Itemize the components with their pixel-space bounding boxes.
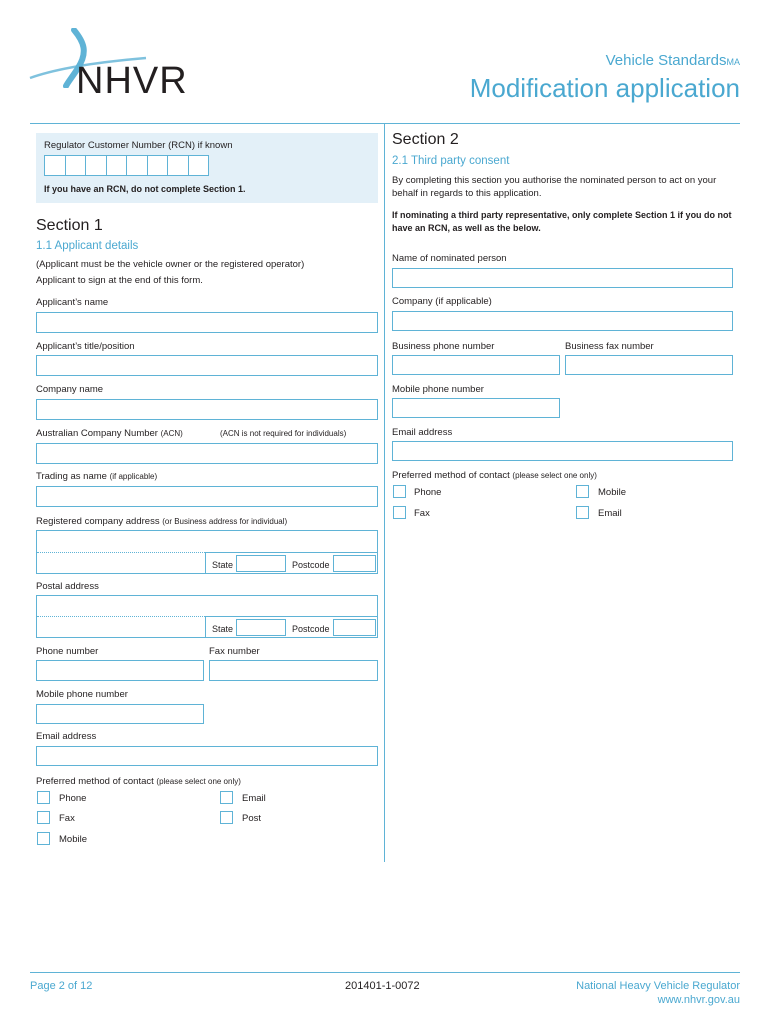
company-name-label: Company name	[36, 384, 104, 395]
s2-email-checkbox[interactable]	[576, 506, 589, 519]
s2-company-field[interactable]	[392, 311, 733, 331]
applicant-title-field[interactable]	[36, 355, 378, 376]
s2-email-field[interactable]	[392, 441, 733, 461]
email-label: Email address	[36, 731, 97, 742]
pref-contact-label: Preferred method of contact (please select one only)	[36, 776, 241, 787]
page-title: Modification application	[469, 73, 740, 103]
logo-text: NHVR	[76, 60, 188, 102]
reg-postcode-label: Postcode	[292, 560, 330, 570]
nominated-name-label: Name of nominated person	[392, 253, 507, 264]
section2-intro: By completing this section you authorise the nominated person to act on your behalf in regards to this application.	[392, 175, 717, 199]
s1-fax-label: Fax	[59, 813, 75, 824]
nominated-name-field[interactable]	[392, 268, 733, 288]
reg-address-top-divider	[205, 552, 377, 553]
section2-title: Section 2	[392, 131, 459, 148]
reg-state-label: State	[212, 560, 234, 570]
mobile-label: Mobile phone number	[36, 689, 128, 700]
postal-address-top-divider	[205, 616, 377, 617]
applicant-title-label: Applicant’s title/position	[36, 341, 135, 352]
rcn-input[interactable]	[44, 155, 209, 176]
section2-subtitle: 2.1 Third party consent	[392, 155, 510, 167]
postal-postcode-field[interactable]	[333, 619, 376, 636]
mobile-field[interactable]	[36, 704, 204, 724]
s2-phone-checkbox[interactable]	[393, 485, 406, 498]
acn-field[interactable]	[36, 443, 378, 464]
s2-phone-label: Phone	[414, 487, 442, 498]
s1-fax-checkbox[interactable]	[37, 811, 50, 824]
bus-fax-label: Business fax number	[565, 341, 654, 352]
reg-address-dotline	[37, 552, 205, 553]
postal-state-field[interactable]	[236, 619, 286, 636]
trading-name-label: Trading as name (if applicable)	[36, 471, 158, 482]
reg-state-field[interactable]	[236, 555, 286, 572]
s1-phone-label: Phone	[59, 793, 87, 804]
s2-company-label: Company (if applicable)	[392, 296, 492, 307]
rcn-label: Regulator Customer Number (RCN) if known	[44, 140, 233, 151]
s1-post-checkbox[interactable]	[220, 811, 233, 824]
company-name-field[interactable]	[36, 399, 378, 420]
phone-field[interactable]	[36, 660, 204, 681]
trading-name-field[interactable]	[36, 486, 378, 507]
s2-mobile-label: Mobile phone number	[392, 384, 484, 395]
header-rule	[30, 123, 740, 124]
reg-address-state-divider	[205, 552, 206, 574]
phone-label: Phone number	[36, 646, 99, 657]
footer-form-code: 201401-1-0072	[345, 980, 420, 992]
footer-org: National Heavy Vehicle Regulator	[576, 980, 740, 992]
bus-fax-field[interactable]	[565, 355, 733, 375]
category-label: Vehicle StandardsMA	[605, 52, 740, 69]
section1-intro-1: (Applicant must be the vehicle owner or the registered operator)	[36, 259, 305, 270]
s2-mobile-field[interactable]	[392, 398, 560, 418]
s1-post-label: Post	[242, 813, 262, 824]
section1-subtitle: 1.1 Applicant details	[36, 240, 139, 252]
section1-intro-2: Applicant to sign at the end of this form.	[36, 275, 203, 286]
postal-postcode-label: Postcode	[292, 624, 330, 634]
s2-mobile-checkbox[interactable]	[576, 485, 589, 498]
reg-postcode-field[interactable]	[333, 555, 376, 572]
fax-field[interactable]	[209, 660, 378, 681]
s2-fax-label: Fax	[414, 508, 430, 519]
s2-mobile-label-opt: Mobile	[598, 487, 626, 498]
footer-rule	[30, 972, 740, 973]
s2-email-label: Email address	[392, 427, 453, 438]
s1-mobile-checkbox[interactable]	[37, 832, 50, 845]
postal-state-label: State	[212, 624, 234, 634]
fax-label: Fax number	[209, 646, 260, 657]
footer-page-number: Page 2 of 12	[30, 980, 93, 992]
applicant-name-label: Applicant’s name	[36, 297, 109, 308]
s1-email-label: Email	[242, 793, 266, 804]
s1-email-checkbox[interactable]	[220, 791, 233, 804]
column-divider	[384, 124, 385, 862]
reg-address-label: Registered company address (or Business address for individual)	[36, 516, 288, 527]
rcn-note: If you have an RCN, do not complete Section 1.	[44, 184, 246, 194]
email-field[interactable]	[36, 746, 378, 766]
postal-address-dotline	[37, 616, 205, 617]
acn-note: (ACN is not required for individuals)	[220, 429, 347, 438]
s2-pref-contact-label: Preferred method of contact (please select one only)	[392, 470, 597, 481]
footer-url[interactable]: www.nhvr.gov.au	[657, 994, 740, 1006]
section2-bold-note: If nominating a third party representative, only complete Section 1 if you do not have an RCN, as well as the below.	[392, 210, 732, 233]
s2-email-label-opt: Email	[598, 508, 622, 519]
s2-fax-checkbox[interactable]	[393, 506, 406, 519]
section1-title: Section 1	[36, 217, 103, 234]
s1-mobile-label: Mobile	[59, 834, 87, 845]
postal-address-state-divider	[205, 616, 206, 638]
acn-label: Australian Company Number (ACN)	[36, 428, 183, 439]
bus-phone-label: Business phone number	[392, 341, 495, 352]
s1-phone-checkbox[interactable]	[37, 791, 50, 804]
postal-address-label: Postal address	[36, 581, 99, 592]
bus-phone-field[interactable]	[392, 355, 560, 375]
applicant-name-field[interactable]	[36, 312, 378, 333]
